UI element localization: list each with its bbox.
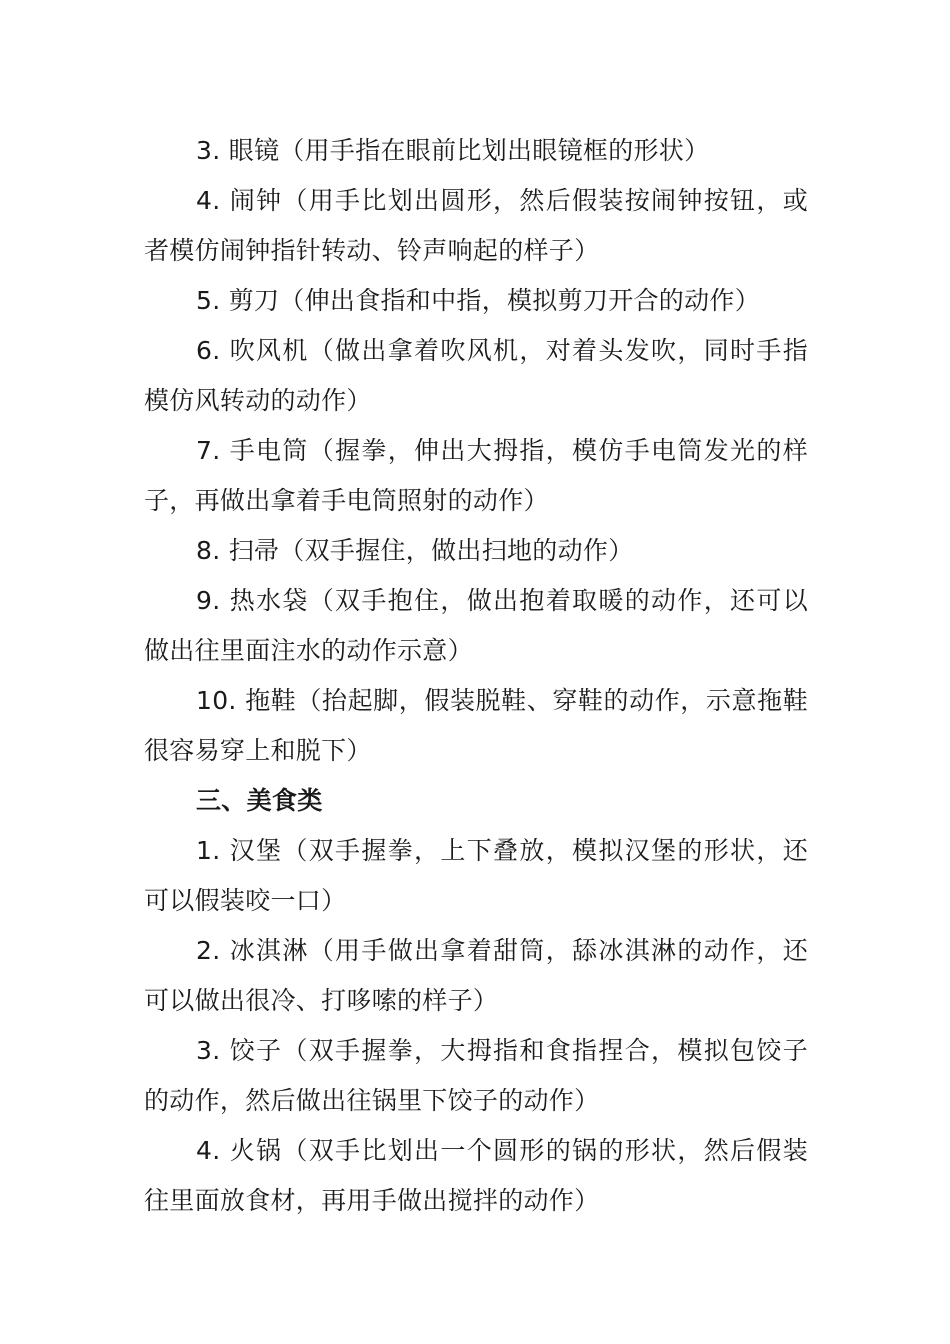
paragraph-scissors: 5. 剪刀（伸出食指和中指，模拟剪刀开合的动作） bbox=[196, 286, 761, 315]
paragraph-dumplings: 3. 饺子（双手握拳，大拇指和食指捏合，模拟包饺子的动作，然后做出往锅里下饺子的动作） bbox=[144, 1036, 808, 1115]
paragraph-glasses: 3. 眼镜（用手指在眼前比划出眼镜框的形状） bbox=[196, 136, 710, 165]
paragraph-hot-water-bag: 9. 热水袋（双手抱住，做出抱着取暖的动作，还可以做出往里面注水的动作示意） bbox=[144, 586, 808, 665]
paragraph-slippers: 10. 拖鞋（抬起脚，假装脱鞋、穿鞋的动作，示意拖鞋很容易穿上和脱下） bbox=[144, 686, 808, 765]
paragraph-hair-dryer: 6. 吹风机（做出拿着吹风机，对着头发吹，同时手指模仿风转动的动作） bbox=[144, 336, 808, 415]
paragraph-alarm-clock: 4. 闹钟（用手比划出圆形，然后假装按闹钟按钮，或者模仿闹钟指针转动、铃声响起的样子） bbox=[144, 186, 808, 265]
paragraph-ice-cream: 2. 冰淇淋（用手做出拿着甜筒，舔冰淇淋的动作，还可以做出很冷、打哆嗦的样子） bbox=[144, 936, 808, 1015]
paragraph-broom: 8. 扫帚（双手握住，做出扫地的动作） bbox=[196, 536, 634, 565]
paragraph-hotpot: 4. 火锅（双手比划出一个圆形的锅的形状，然后假装往里面放食材，再用手做出搅拌的动作） bbox=[144, 1136, 808, 1215]
document-body bbox=[144, 126, 808, 1226]
section-heading-food: 三、美食类 bbox=[196, 786, 323, 815]
paragraph-hamburger: 1. 汉堡（双手握拳，上下叠放，模拟汉堡的形状，还可以假装咬一口） bbox=[144, 836, 808, 915]
paragraph-flashlight: 7. 手电筒（握拳，伸出大拇指，模仿手电筒发光的样子，再做出拿着手电筒照射的动作） bbox=[144, 436, 808, 515]
